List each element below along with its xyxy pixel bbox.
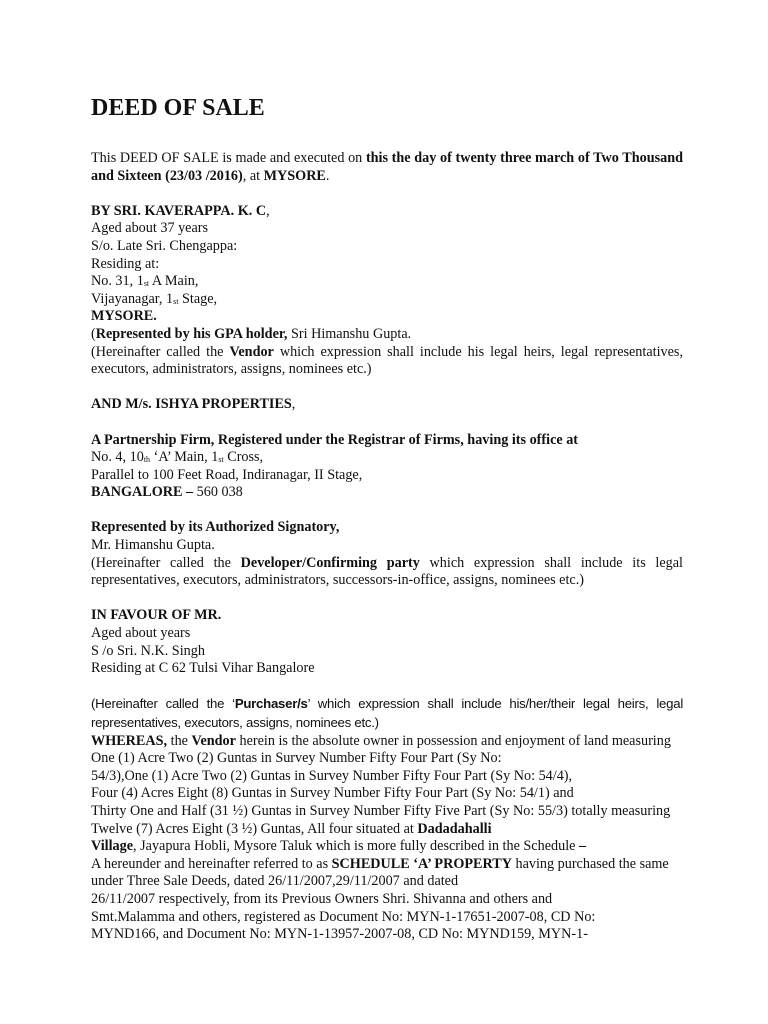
intro-place: MYSORE	[263, 167, 326, 184]
spacer	[91, 590, 683, 608]
firm-address-line-2: Parallel to 100 Feet Road, Indiranagar, II Stage,	[91, 466, 363, 483]
firm-city-name: BANGALORE –	[91, 484, 194, 501]
vendor-heading	[91, 203, 683, 221]
vendor-name: BY SRI. KAVERAPPA. K. C	[91, 202, 267, 219]
ordinal-suffix: st	[143, 279, 150, 289]
intro-text-2: , at	[242, 167, 264, 184]
whereas-line-6	[91, 821, 683, 839]
ordinal-suffix: st	[173, 296, 179, 306]
purchaser-hereinafter	[91, 695, 683, 732]
intro-text-3: .	[325, 167, 330, 184]
whereas-line-8b: having purchased the same	[511, 855, 669, 872]
whereas-line-3: 54/3),One (1) Acre Two (2) Guntas in Survey Number Fifty Four Part (Sy No: 54/4),	[91, 767, 573, 784]
firm-representation	[91, 519, 683, 537]
firm-hereinafter-b: which expression shall include its legal representatives, executors, administrators, successors-in-office, assigns, nominees etc.)	[91, 554, 684, 589]
intro-text-1: This DEED OF SALE is made and executed on	[91, 150, 366, 166]
spacer	[91, 414, 683, 432]
whereas-line-12: MYND166, and Document No: MYN-1-13957-2007-08, CD No: MYND159, MYN-1-	[91, 926, 588, 943]
vendor-hereinafter-a: (Hereinafter called the	[91, 343, 230, 360]
whereas-vendor: Vendor	[191, 732, 236, 749]
vendor-rep-name: Sri Himanshu Gupta.	[287, 325, 412, 342]
whereas-line-4: Four (4) Acres Eight (8) Guntas in Survey Number Fifty Four Part (Sy No: 54/1) and	[91, 785, 574, 802]
spacer	[91, 379, 683, 397]
whereas-line-8a: A hereunder and hereinafter referred to as	[91, 855, 332, 872]
ordinal-suffix: th	[143, 455, 151, 465]
firm-partnership-text: A Partnership Firm, Registered under the Registrar of Firms, having its office at	[91, 431, 579, 448]
whereas-line-10: 26/11/2007 respectively, from its Previous Owners Shri. Shivanna and others and	[91, 890, 553, 907]
firm-address-line-1	[91, 449, 683, 467]
firm-heading-tail: ,	[291, 396, 296, 413]
firm-rep-label: Represented by its Authorized Signatory,	[91, 519, 340, 536]
ordinal-suffix: st	[218, 455, 224, 465]
vendor-heading-tail: ,	[266, 202, 270, 219]
purchaser-residing: Residing at C 62 Tulsi Vihar Bangalore	[91, 660, 315, 677]
vendor-address-line-2	[91, 291, 683, 309]
vendor-representation	[91, 326, 683, 344]
vendor-hereinafter	[91, 344, 683, 379]
document-title: DEED OF SALE	[91, 95, 265, 121]
whereas-t1: the	[167, 732, 192, 749]
whereas-line-1	[91, 733, 683, 751]
vendor-address-1a: No. 31, 1	[91, 273, 144, 290]
firm-city	[91, 484, 683, 502]
whereas-line-9: under Three Sale Deeds, dated 26/11/2007,29/11/2007 and dated	[91, 873, 459, 890]
firm-address-1a: No. 4, 10	[91, 449, 144, 466]
firm-role: Developer/Confirming party	[240, 554, 420, 571]
whereas-line-7	[91, 838, 683, 856]
purchaser-heading	[91, 607, 683, 625]
spacer	[91, 185, 683, 203]
purchaser-hereinafter-a: (Hereinafter called the ‘	[91, 696, 235, 712]
vendor-residing: Residing at:	[91, 255, 160, 272]
vendor-city-name: MYSORE.	[91, 308, 157, 325]
whereas-line-2: One (1) Acre Two (2) Guntas in Survey Number Fifty Four Part (Sy No:	[91, 750, 502, 767]
purchaser-age: Aged about years	[91, 625, 191, 642]
vendor-address-line-1	[91, 273, 683, 291]
schedule-a-property: SCHEDULE ‘A’ PROPERTY	[331, 855, 512, 872]
purchaser-role: Purchaser/s	[234, 696, 308, 712]
whereas-line-6a: Twelve (7) Acres Eight (3 ½) Guntas, All four situated at	[91, 820, 418, 837]
vendor-role: Vendor	[229, 343, 274, 360]
intro-date: this the day of twenty three march of Two Thousand and Sixteen (23/03 /2016)	[91, 150, 683, 184]
intro-paragraph	[91, 150, 683, 185]
vendor-address-1b: A Main,	[149, 273, 199, 290]
spacer	[91, 502, 683, 520]
whereas-village-name: Dadadahalli	[417, 820, 492, 837]
whereas-line-8	[91, 856, 683, 874]
firm-hereinafter	[91, 555, 683, 590]
purchaser-parent: S /o Sri. N.K. Singh	[91, 642, 205, 659]
document-body	[91, 150, 683, 944]
vendor-age: Aged about 37 years	[91, 220, 209, 237]
purchaser-heading-text: IN FAVOUR OF MR.	[91, 607, 222, 624]
vendor-address-2a: Vijayanagar, 1	[91, 290, 174, 307]
firm-rep-name: Mr. Himanshu Gupta.	[91, 537, 215, 554]
whereas-line-11: Smt.Malamma and others, registered as Document No: MYN-1-17651-2007-08, CD No:	[91, 908, 596, 925]
firm-name: AND M/s. ISHYA PROPERTIES	[91, 396, 292, 413]
firm-address-1b: ‘A’ Main, 1	[150, 449, 219, 466]
firm-address-1c: Cross,	[223, 449, 264, 466]
firm-partnership	[91, 432, 683, 450]
whereas-t2: herein is the absolute owner in possession and enjoyment of land measuring	[235, 732, 671, 749]
whereas-lead: WHEREAS,	[91, 732, 168, 749]
vendor-city	[91, 308, 683, 326]
whereas-village-label: Village	[91, 838, 134, 855]
whereas-line-7b: , Jayapura Hobli, Mysore Taluk which is more fully described in the Schedule	[133, 838, 579, 855]
whereas-line-5: Thirty One and Half (31 ½) Guntas in Survey Number Fifty Five Part (Sy No: 55/3) totally measuring	[91, 802, 671, 819]
vendor-rep-label: Represented by his GPA holder,	[95, 325, 288, 342]
rep-open-paren: (	[91, 325, 96, 342]
vendor-address-2b: Stage,	[178, 290, 218, 307]
firm-pin: 560 038	[193, 484, 243, 501]
vendor-hereinafter-b: which expression shall include his legal heirs, legal representatives, executors, administrators, assigns, nominees etc.)	[91, 343, 683, 378]
firm-hereinafter-a: (Hereinafter called the	[91, 554, 241, 571]
spacer	[91, 678, 683, 696]
purchaser-hereinafter-b: ’ which expression shall include his/her/their legal heirs, legal representatives, executors, assigns, nominees etc.)	[91, 696, 683, 730]
firm-heading	[91, 396, 683, 414]
whereas-dash: –	[578, 838, 587, 855]
vendor-parent: S/o. Late Sri. Chengappa:	[91, 237, 238, 254]
